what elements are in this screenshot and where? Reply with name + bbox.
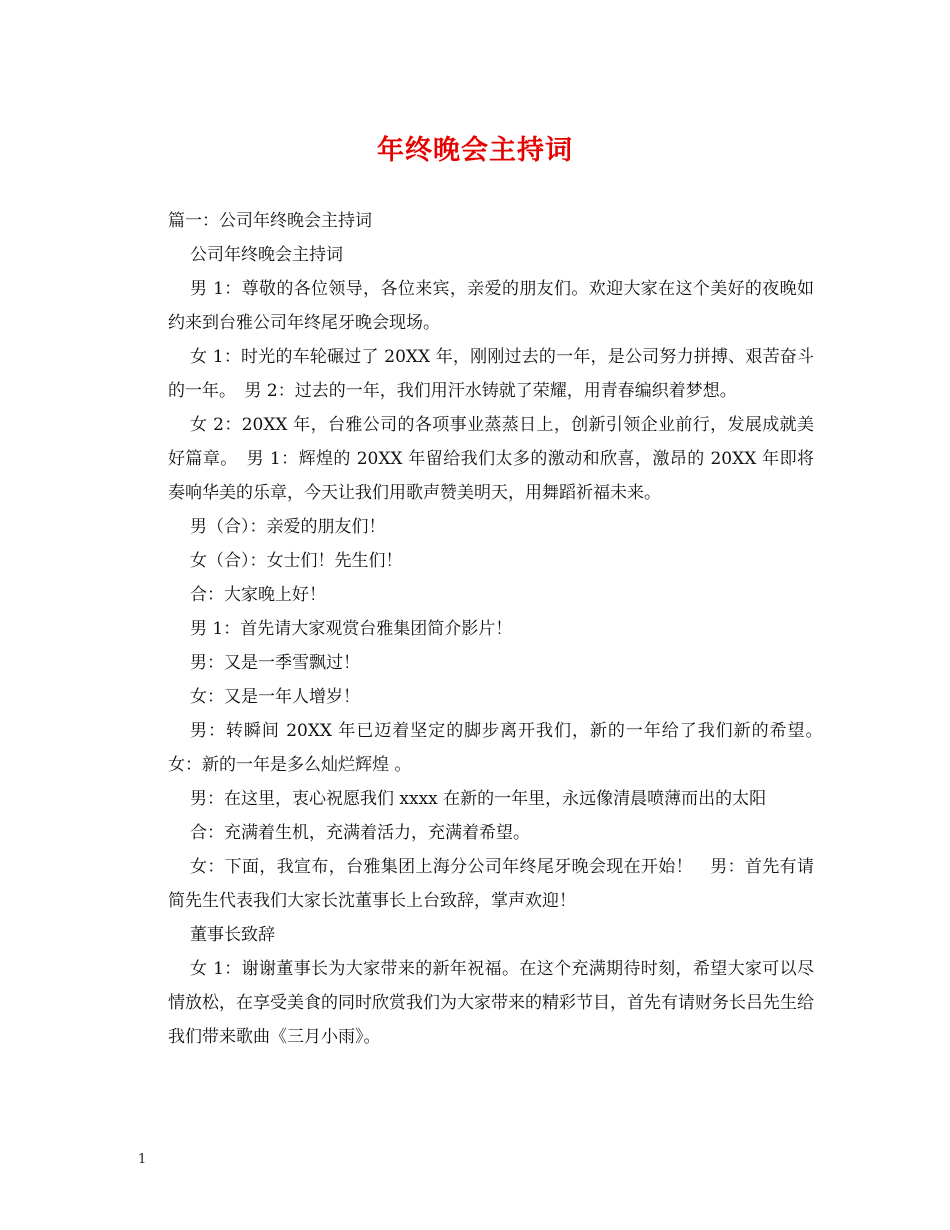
- document-title: 年终晚会主持词: [377, 135, 573, 166]
- paragraph: 合：充满着生机，充满着活力，充满着希望。: [190, 823, 530, 843]
- paragraph: 男 1：尊敬的各位领导，各位来宾，亲爱的朋友们。欢迎大家在这个美好的夜晚如约来到台雅公司年终尾牙晚会现场。: [168, 279, 814, 333]
- paragraph: 女 1：谢谢董事长为大家带来的新年祝福。在这个充满期待时刻，希望大家可以尽情放松，在享受美食的同时欣赏我们为大家带来的精彩节目，首先有请财务长吕先生给我们带来歌曲《三月小雨》。: [168, 959, 814, 1047]
- document-body: [168, 204, 831, 1054]
- section-heading: 篇一：公司年终晚会主持词: [168, 211, 372, 231]
- subsection-heading: 董事长致辞: [190, 925, 275, 945]
- page-number: 1: [138, 1152, 147, 1167]
- subsection-heading: 公司年终晚会主持词: [190, 245, 343, 265]
- paragraph: 男（合）：亲爱的朋友们！: [190, 517, 386, 537]
- paragraph: 女（合）：女士们！先生们！: [190, 551, 403, 571]
- paragraph: 女：又是一年人增岁！: [190, 687, 360, 707]
- paragraph: 女 2：20XX 年，台雅公司的各项事业蒸蒸日上，创新引领企业前行，发展成就美好篇章。 男 1：辉煌的 20XX 年留给我们太多的激动和欣喜，激昂的 20XX 年即将奏响华美的乐章，今天让我们用歌声赞美明天，用舞蹈祈福未来。: [168, 415, 814, 503]
- paragraph: 男：又是一季雪飘过！: [190, 653, 360, 673]
- paragraph: 男：转瞬间 20XX 年已迈着坚定的脚步离开我们，新的一年给了我们新的希望。 女：新的一年是多么灿烂辉煌 。: [168, 721, 831, 775]
- paragraph: 合：大家晚上好！: [190, 585, 326, 605]
- paragraph: 女 1：时光的车轮碾过了 20XX 年，刚刚过去的一年，是公司努力拼搏、艰苦奋斗的一年。 男 2：过去的一年，我们用汗水铸就了荣耀，用青春编织着梦想。: [168, 347, 814, 401]
- paragraph: 男 1：首先请大家观赏台雅集团简介影片！: [190, 619, 513, 639]
- paragraph: 男：在这里，衷心祝愿我们 xxxx 在新的一年里，永远像清晨喷薄而出的太阳: [190, 789, 767, 809]
- paragraph: 女：下面，我宣布，台雅集团上海分公司年终尾牙晚会现在开始！ 男：首先有请简先生代表我们大家长沈董事长上台致辞，掌声欢迎！: [168, 857, 814, 911]
